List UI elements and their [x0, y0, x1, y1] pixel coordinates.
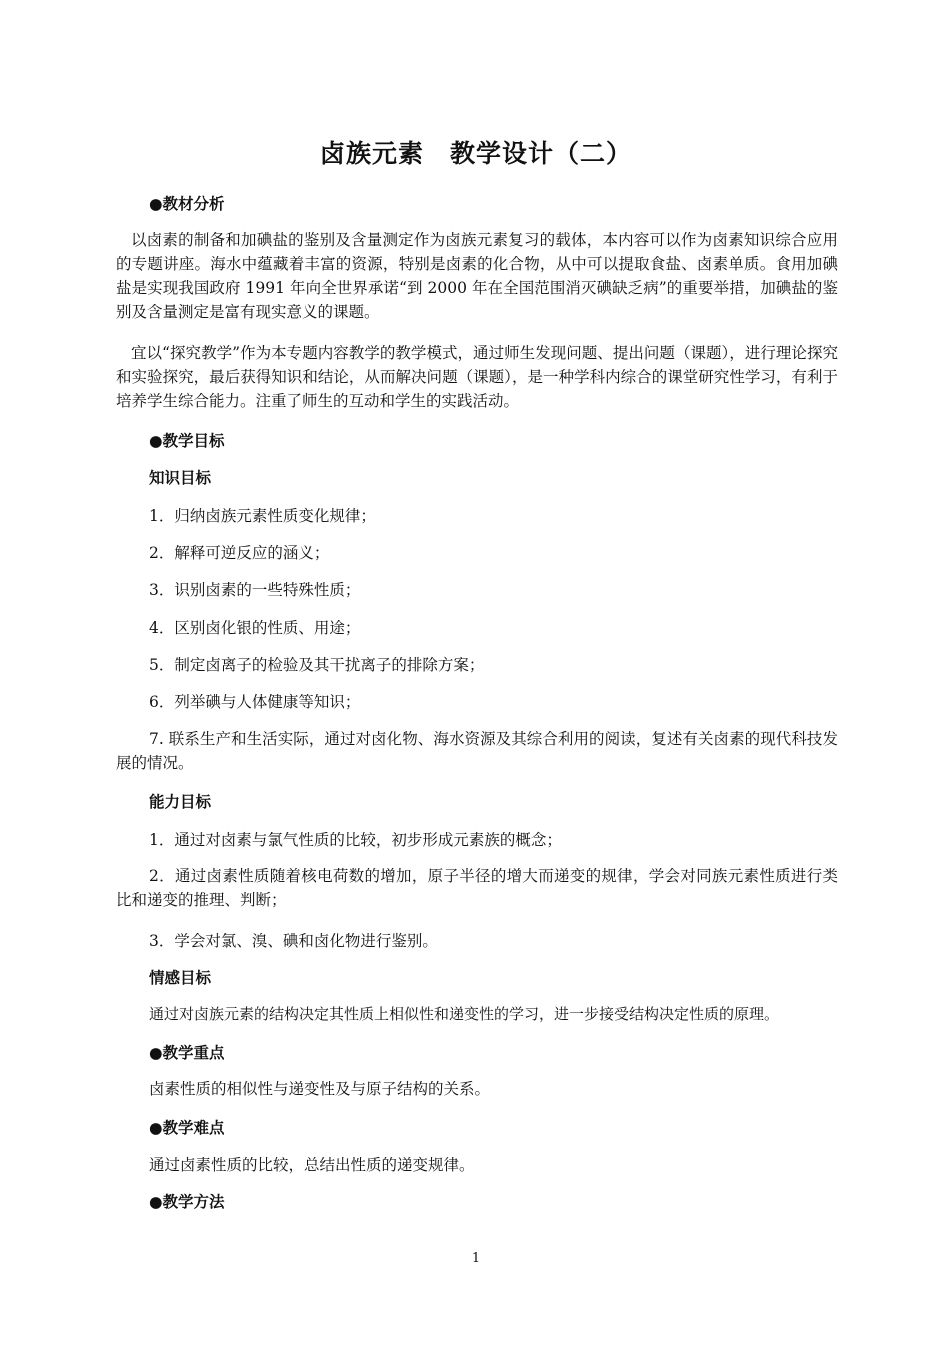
key-points-text: 卤素性质的相似性与递变性及与原子结构的关系。 [149, 1080, 491, 1098]
difficulty-heading: ●教学难点 [149, 1119, 225, 1137]
ability-item: 2．通过卤素性质随着核电荷数的增加，原子半径的增大而递变的规律，学会对同族元素性质进行类比和递变的推理、判断； [116, 867, 838, 909]
emotion-goals-heading: 情感目标 [149, 969, 212, 987]
knowledge-item: 4．区别卤化银的性质、用途； [149, 619, 361, 637]
ability-goals-heading: 能力目标 [149, 793, 212, 811]
analysis-paragraph-2: 宜以“探究教学”作为本专题内容教学的教学模式，通过师生发现问题、提出问题（课题），进行理论探究和实验探究，最后获得知识和结论，从而解决问题（课题），是一种学科内综合的课堂研究性学习，有利于培养学生综合能力。注重了师生的互动和学生的实践活动。 [116, 344, 838, 410]
ability-item: 1．通过对卤素与氯气性质的比较，初步形成元素族的概念； [149, 831, 562, 849]
difficulty-text: 通过卤素性质的比较，总结出性质的递变规律。 [149, 1156, 475, 1174]
key-points-heading: ●教学重点 [149, 1044, 225, 1062]
method-heading: ●教学方法 [149, 1193, 225, 1211]
ability-item: 3．学会对氯、溴、碘和卤化物进行鉴别。 [149, 932, 438, 950]
knowledge-item: 2．解释可逆反应的涵义； [149, 544, 330, 562]
goals-heading: ●教学目标 [149, 432, 225, 450]
analysis-heading: ●教材分析 [149, 195, 225, 213]
knowledge-item: 1．归纳卤族元素性质变化规律； [149, 507, 376, 525]
analysis-paragraph-1: 以卤素的制备和加碘盐的鉴别及含量测定作为卤族元素复习的载体，本内容可以作为卤素知识综合应用的专题讲座。海水中蕴藏着丰富的资源，特别是卤素的化合物，从中可以提取食盐、卤素单质。食用加碘盐是实现我国政府 1991 年向全世界承诺“到 2000 年在全国范围消灭碘缺乏病”的重要举措，加碘盐的鉴别及含量测定是富有现实意义的课题。 [116, 231, 838, 321]
knowledge-item-7: 7. 联系生产和生活实际，通过对卤化物、海水资源及其综合利用的阅读，复述有关卤素的现代科技发展的情况。 [116, 730, 838, 772]
document-title: 卤族元素 教学设计（二） [319, 139, 632, 168]
emotion-text: 通过对卤族元素的结构决定其性质上相似性和递变性的学习，进一步接受结构决定性质的原理。 [149, 1005, 780, 1023]
knowledge-item: 3．识别卤素的一些特殊性质； [149, 581, 361, 599]
knowledge-item: 5．制定卤离子的检验及其干扰离子的排除方案； [149, 656, 485, 674]
page-number: 1 [471, 1251, 481, 1266]
knowledge-item: 6．列举碘与人体健康等知识； [149, 693, 361, 711]
knowledge-goals-heading: 知识目标 [149, 469, 212, 487]
